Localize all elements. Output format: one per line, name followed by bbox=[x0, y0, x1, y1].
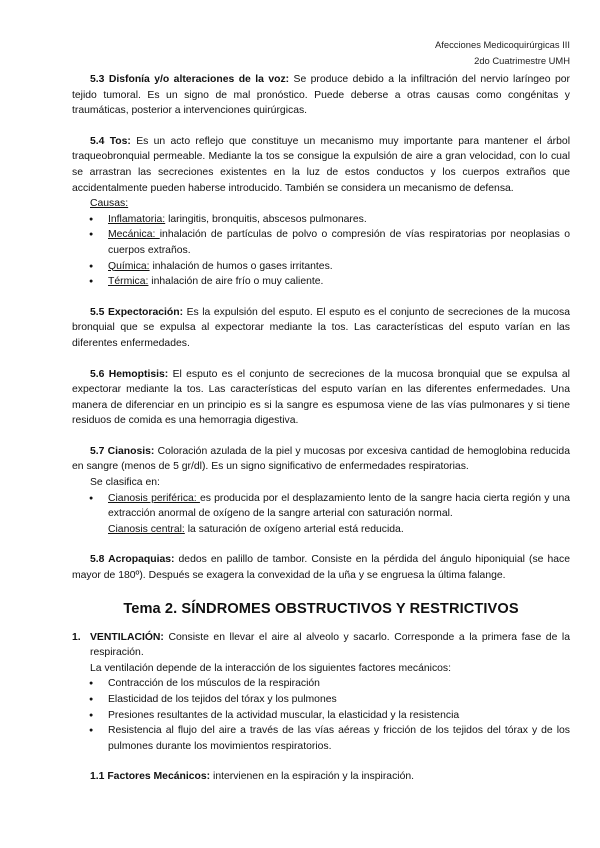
cause-label: Térmica: bbox=[108, 276, 149, 288]
type-label: Cianosis periférica: bbox=[108, 492, 200, 504]
list-item: ● Cianosis periférica: es producida por el desplazamiento lento de la sangre hacia cierta región y una extracción anormal de oxígeno de la sangre arterial con saturación normal. bbox=[72, 491, 570, 522]
list-item: ● Elasticidad de los tejidos del tórax y los pulmones bbox=[72, 692, 570, 708]
section-5-4-title: 5.4 Tos: bbox=[90, 135, 131, 147]
list-item: ● Química: inhalación de humos o gases irritantes. bbox=[72, 259, 570, 275]
section-5-6-text: El esputo es el conjunto de secreciones de la mucosa bronquial que se expulsa al expectorar mediante la tos. Las características del esputo varían en las diferentes enfermedades. Una manera de diferenciar en un principio es si la sangre es espumosa viene de las vías pulmonares y si tiene residuos de comida es una hemorragia digestiva. bbox=[72, 368, 570, 427]
section-5-6 bbox=[72, 367, 570, 429]
section-5-5-title: 5.5 Expectoración: bbox=[90, 306, 184, 318]
cyanosis-types bbox=[72, 491, 570, 538]
list-item: ● Inflamatoria: laringitis, bronquitis, abscesos pulmonares. bbox=[72, 212, 570, 228]
list-item: Cianosis central: la saturación de oxígeno arterial está reducida. bbox=[108, 523, 404, 535]
cause-label: Mecánica: bbox=[108, 229, 160, 241]
item-number: 1. bbox=[72, 631, 81, 643]
section-5-8-title: 5.8 Acropaquias: bbox=[90, 554, 175, 566]
list-item: ● Presiones resultantes de la actividad muscular, la elasticidad y la resistencia bbox=[72, 708, 570, 724]
section-1-1-title: 1.1 Factores Mecánicos: bbox=[90, 771, 211, 783]
classify-label: Se clasifica en: bbox=[90, 477, 160, 489]
section-5-3-title: 5.3 Disfonía y/o alteraciones de la voz: bbox=[90, 74, 290, 85]
ventilation-title: VENTILACIÓN: bbox=[90, 631, 164, 643]
causes-label: Causas: bbox=[90, 198, 129, 210]
list-item: ● Contracción de los músculos de la respiración bbox=[72, 676, 570, 692]
section-5-8 bbox=[72, 552, 570, 583]
section-5-7-text: Coloración azulada de la piel y mucosas por excesiva cantidad de hemoglobina reducida en sangre (menos de 5 gr/dl). Es un signo significativo de enfermedades respiratorias. bbox=[72, 445, 570, 473]
list-item: ● Mecánica: inhalación de partículas de polvo o compresión de vías respiratorias por neoplasias o cuerpos extraños. bbox=[72, 227, 570, 258]
header-course: Afecciones Medicoquirúrgicas III bbox=[435, 39, 570, 50]
section-5-4-text: Es un acto reflejo que constituye un mecanismo muy importante para mantener el árbol traqueobronquial permeable. Mediante la tos se consigue la expulsión de aire a gran velocidad, con lo cual se arrastran las secreciones existentes en la luz de estos conductos y los cuerpos extraños que accidentalmente pueden haberse introducido. También se considera un mecanismo de defensa. bbox=[72, 135, 570, 194]
section-5-3 bbox=[72, 72, 570, 119]
cause-label: Inflamatoria: bbox=[108, 213, 166, 225]
ventilation-factors bbox=[72, 676, 570, 754]
section-5-3-text: Se produce debido a la infiltración del nervio laríngeo por tejido tumoral. Es un signo de mal pronóstico. Puede deberse a otras causas como congénitas y traumáticas, posterior a intervenciones quirúrgicas. bbox=[72, 74, 571, 117]
header-term: 2do Cuatrimestre UMH bbox=[474, 55, 570, 66]
tema-2-heading: Tema 2. SÍNDROMES OBSTRUCTIVOS Y RESTRICTIVOS bbox=[123, 600, 519, 617]
ventilation-def: VENTILACIÓN: Consiste en llevar el aire al alveolo y sacarlo. Corresponde a la primera fase de la respiración. bbox=[90, 631, 570, 659]
section-5-7-title: 5.7 Cianosis: bbox=[90, 445, 155, 457]
section-5-7 bbox=[72, 444, 570, 475]
section-1-1 bbox=[72, 769, 570, 785]
type-label: Cianosis central: bbox=[108, 523, 185, 535]
section-1-1-text: intervienen en la espiración y la inspiración. bbox=[210, 771, 415, 783]
section-5-5 bbox=[72, 305, 570, 352]
section-5-4 bbox=[72, 134, 570, 196]
ventilation-item bbox=[72, 630, 570, 755]
page-header bbox=[435, 37, 570, 69]
list-item: ● Térmica: inhalación de aire frío o muy caliente. bbox=[72, 274, 570, 290]
section-5-6-title: 5.6 Hemoptisis: bbox=[90, 368, 169, 380]
ventilation-intro: La ventilación depende de la interacción de los siguientes factores mecánicos: bbox=[90, 662, 452, 674]
section-5-8-text: dedos en palillo de tambor. Consiste en la pérdida del ángulo hiponiquial (se hace mayor de 180º). Después se exagera la convexidad de la uña y se engruesa la última falange. bbox=[72, 554, 570, 582]
list-item: ● Resistencia al flujo del aire a través de las vías aéreas y fricción de los tejidos del tórax y de los pulmones durante los movimientos respiratorios. bbox=[72, 723, 570, 754]
causes-list bbox=[72, 212, 570, 290]
section-5-5-text: Es la expulsión del esputo. El esputo es el conjunto de secreciones de la mucosa bronquial que se expulsa al expectorar mediante la tos. Las características del esputo varían en las diferentes enfermedades. bbox=[72, 306, 570, 349]
cause-label: Química: bbox=[108, 260, 150, 272]
document-body bbox=[72, 72, 570, 785]
